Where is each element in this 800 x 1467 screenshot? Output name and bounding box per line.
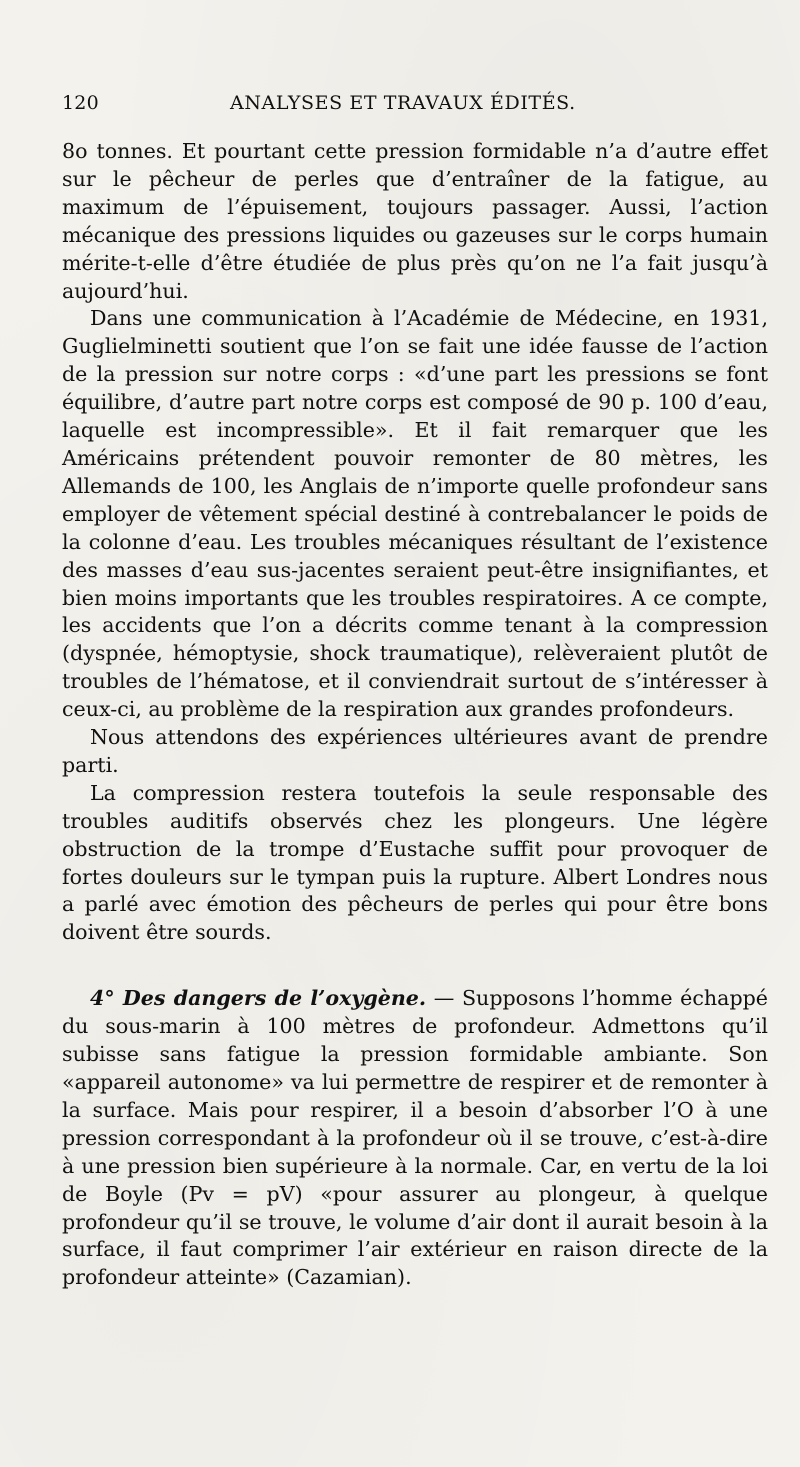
running-title: ANALYSES ET TRAVAUX ÉDITÉS.: [230, 92, 576, 114]
section-oxygen: [62, 985, 768, 1292]
page-header: [62, 92, 768, 120]
paragraph-compression: La compression restera toutefois la seule responsable des troubles auditifs observés chez les plongeurs. Une légère obstruction de la trompe d’Eustache suffit pour provoquer de fortes douleurs sur le tympan puis la rupture. Albert Londres nous a parlé avec émotion des pêcheurs de perles qui pour être bons doivent être sourds.: [62, 780, 768, 945]
paragraph-guglielminetti: Dans une communication à l’Académie de Médecine, en 1931, Guglielminetti soutient que l’on se fait une idée fausse de l’action de la pression sur notre corps : «d’une part les pressions se font équilibre, d’autre part notre corps est composé de 90 p. 100 d’eau, laquelle est incompressible». Et il fait remarquer que les Américains prétendent pouvoir remonter de 80 mètres, les Allemands de 100, les Anglais de n’importe quelle profondeur sans employer de vêtement spécial destiné à contrebalancer le poids de la colonne d’eau. Les troubles mécaniques résultant de l’existence des masses d’eau sus-jacentes seraient peut-être insignifiantes, et bien moins importants que les troubles respiratoires. A ce compte, les accidents que l’on a décrits comme tenant à la compression (dyspnée, hémoptysie, shock traumatique), relèveraient plutôt de troubles de l’hématose, et il conviendrait surtout de s’intéresser à ceux-ci, au problème de la respiration aux grandes profondeurs.: [62, 306, 768, 722]
paragraph-continuation: 8o tonnes. Et pourtant cette pression formidable n’a d’autre effet sur le pêcheur de perles que d’entraîner de la fatigue, au maximum de l’épuisement, toujours passager. Aussi, l’action mécanique des pressions liquides ou gazeuses sur le corps humain mérite-t-elle d’être étudiée de plus près qu’on ne l’a fait jusqu’à aujourd’hui.: [62, 139, 768, 303]
body-text: [62, 138, 768, 1292]
paragraph-experiences: Nous attendons des expériences ultérieures avant de prendre parti.: [62, 725, 768, 777]
section-body: — Supposons l’homme échappé du sous-marin à 100 mètres de profondeur. Admettons qu’il subisse sans fatigue la pression formidable ambiante. Son «appareil autonome» va lui permettre de respirer et de remonter à la surface. Mais pour respirer, il a besoin d’absorber l’O à une pression correspondant à la profondeur où il se trouve, c’est-à-dire à une pression bien supérieure à la normale. Car, en vertu de la loi de Boyle (Pv = pV) «pour assurer au plongeur, à quelque profondeur qu’il se trouve, le volume d’air dont il aurait besoin à la surface, il faut comprimer l’air extérieur en raison directe de la profondeur atteinte» (Cazamian).: [62, 986, 768, 1290]
section-title: 4° Des dangers de l’oxygène.: [90, 986, 427, 1011]
page-number: 120: [62, 92, 99, 114]
